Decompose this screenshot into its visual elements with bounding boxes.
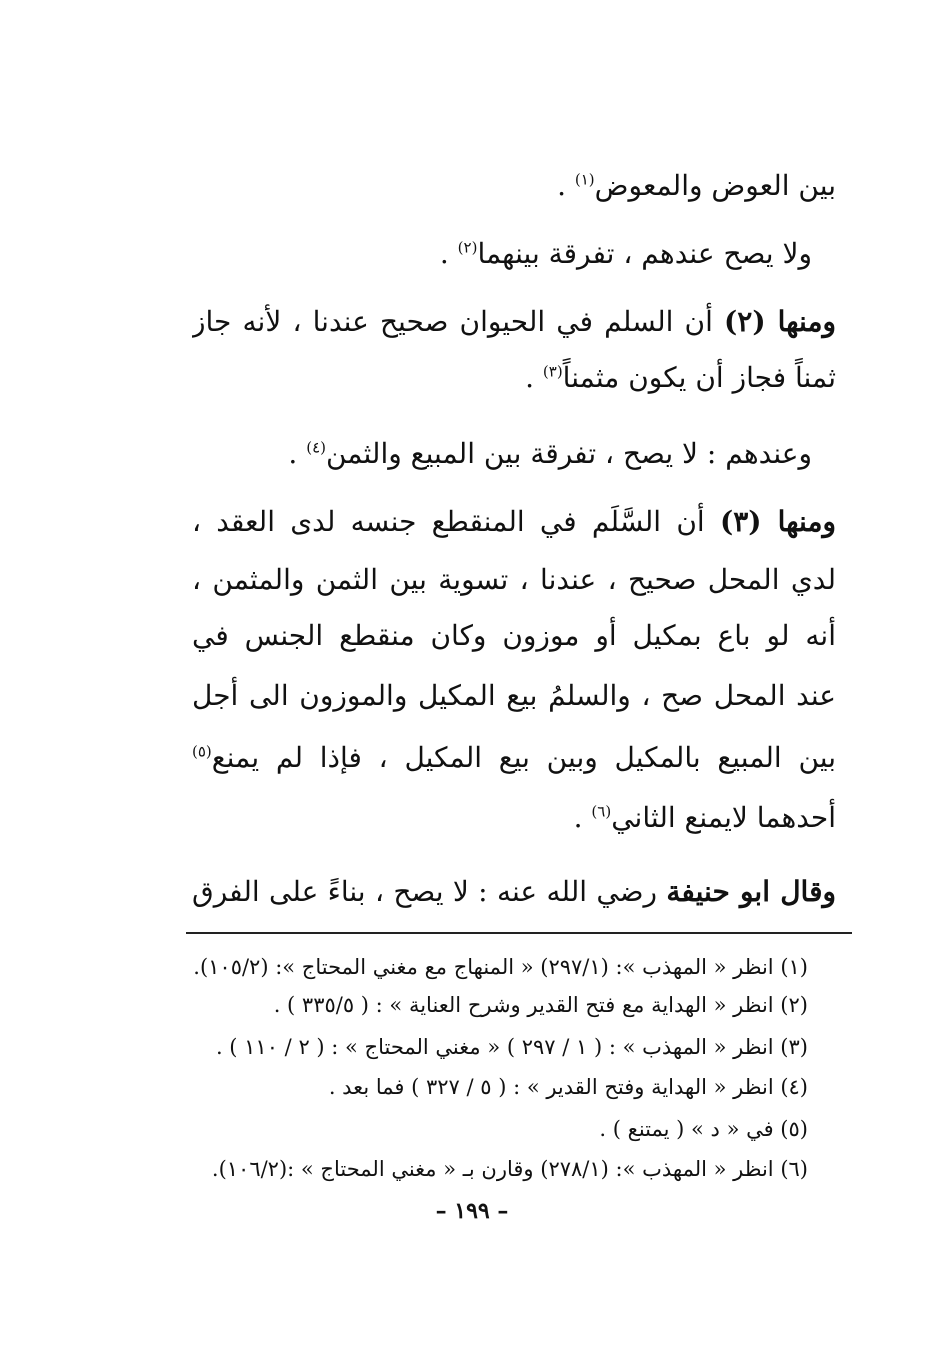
footnote-marker-5[interactable]: (٥) [192, 742, 212, 761]
line-text: ولا يصح عندهم ، تفرقة بينهما [477, 237, 812, 270]
footnote-6: (٦) انظر « المهذب »: (٢٧٨/١) وقارن بـ « مغني المحتاج » :(١٠٦/٢). [211, 1157, 808, 1181]
footnote-3: (٣) انظر « المهذب » : ( ١ / ٢٩٧ ) « مغني المحتاج » : ( ٢ / ١١٠ ) . [215, 1035, 808, 1059]
body-line-2 [440, 234, 812, 274]
body-line-9 [192, 676, 836, 716]
body-line-7 [192, 560, 836, 600]
footnote-2: (٢) انظر « الهداية مع فتح القدير وشرح العناية » : ( ٣٣٥/٥ ) . [273, 993, 808, 1017]
line-tail: . [557, 169, 575, 202]
footnote-marker-2[interactable]: (٢) [457, 238, 478, 257]
line-text: لدي المحل صحيح ، عندنا ، تسوية بين الثمن والمثمن ، [192, 563, 836, 596]
body-line-10 [192, 738, 836, 778]
body-line-11 [574, 798, 836, 838]
footnote-marker-4[interactable]: (٤) [306, 438, 326, 457]
line-tail: . [573, 801, 592, 834]
footnote-4: (٤) انظر « الهداية وفتح القدير » : ( ٥ / ٣٢٧ ) فما بعد . [328, 1075, 808, 1099]
page-number: – ١٩٩ – [435, 1198, 509, 1224]
line-text: أن السَّلَم في المنقطع جنسه لدى العقد ، [192, 505, 705, 538]
footnote-marker-1[interactable]: (١) [574, 170, 595, 189]
line-tail: . [439, 237, 458, 270]
footnote-marker-3[interactable]: (٣) [542, 362, 563, 381]
footnote-separator [186, 932, 852, 934]
paragraph-lead: وقال ابو حنيفة [666, 875, 836, 908]
line-text: أن السلم في الحيوان صحيح عندنا ، لأنه جاز [192, 305, 713, 338]
body-line-6 [192, 502, 836, 542]
footnote-marker-6[interactable]: (٦) [591, 802, 612, 821]
footnote-5: (٥) في « د » ( يمتنع ) . [599, 1117, 808, 1141]
line-tail: . [288, 437, 307, 470]
paragraph-lead: ومنها (٢) [724, 305, 836, 338]
line-text: رضي الله عنه : لا يصح ، بناءً على الفرق [192, 875, 658, 908]
paragraph-lead: ومنها (٣) [719, 505, 836, 538]
line-text: بين المبيع بالمكيل وبين بيع المكيل ، فإذا لم يمنع [211, 741, 836, 774]
line-text: أحدهما لايمنع الثاني [611, 801, 836, 834]
line-tail: . [525, 361, 543, 394]
body-line-8 [192, 616, 836, 656]
line-text: عند المحل صح ، والسلمُ بيع المكيل والموزون الى أجل [192, 679, 836, 712]
body-line-5 [288, 434, 812, 474]
body-line-12 [192, 872, 836, 912]
body-line-4 [525, 358, 836, 398]
line-text: أنه لو باع بمكيل أو موزون وكان منقطع الجنس في [192, 619, 836, 652]
line-text: بين العوض والمعوض [594, 169, 836, 202]
body-line-3 [192, 302, 836, 342]
body-line-1 [557, 166, 836, 206]
line-text: ثمناً فجاز أن يكون مثمناً [562, 361, 836, 394]
line-text: وعندهم : لا يصح ، تفرقة بين المبيع والثمن [325, 437, 812, 470]
footnote-1: (١) انظر « المهذب »: (٢٩٧/١) « المنهاج مع مغني المحتاج »: (١٠٥/٢). [193, 955, 808, 979]
